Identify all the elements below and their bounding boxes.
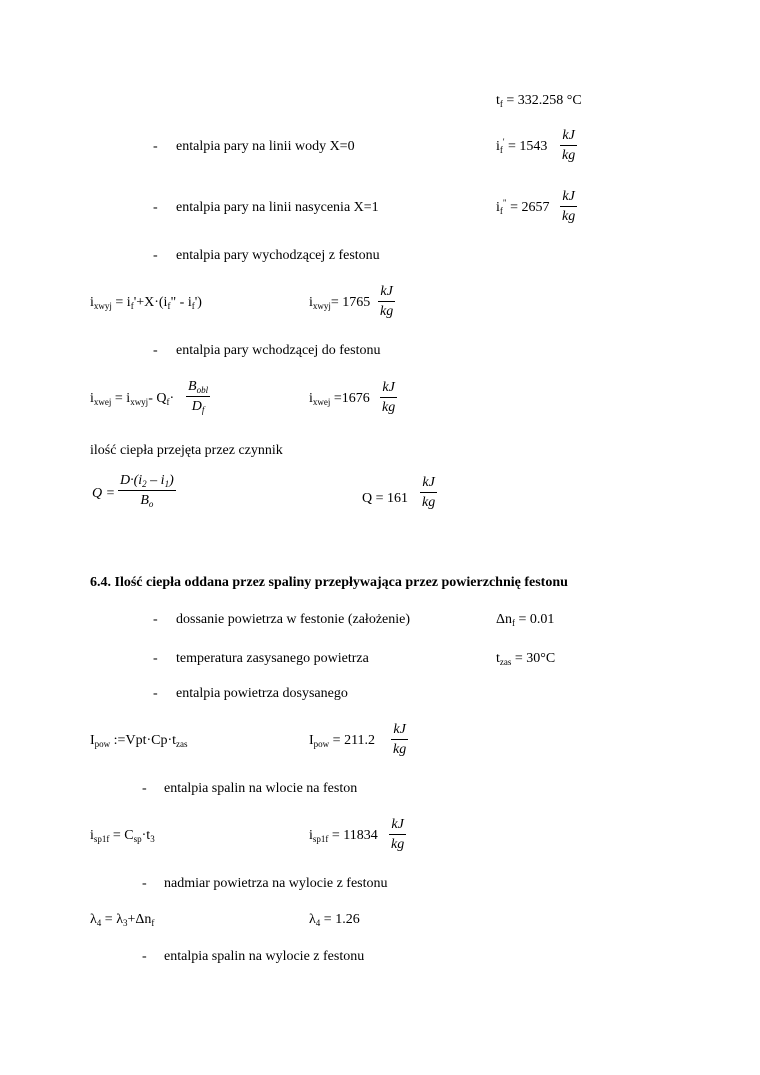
tf-value: [496, 94, 582, 108]
value-number: =1676: [330, 391, 370, 406]
formula-part: '+X·(i: [133, 295, 168, 310]
bullet-dash: -: [153, 686, 158, 701]
dn-value: [496, 613, 554, 627]
unit-den: kg: [382, 400, 396, 415]
ixwej-value: [309, 392, 370, 406]
formula-sub: f: [166, 397, 170, 407]
value-sub: f: [512, 618, 516, 628]
if1-number: = 1543: [504, 139, 548, 154]
formula-sub: sp: [133, 834, 142, 844]
value-sub: 4: [315, 918, 321, 928]
q-fraction: [118, 474, 176, 508]
if1-sup: ': [502, 137, 505, 147]
formula-part: = λ: [101, 912, 123, 927]
formula-part: " - i: [170, 295, 192, 310]
formula-sub: f: [151, 918, 155, 928]
bullet-water-line-enthalpy: entalpia pary na linii wody X=0: [176, 139, 355, 154]
formula-part: i: [90, 295, 94, 310]
if2-sup: ": [502, 198, 507, 208]
formula-part: - Q: [148, 391, 167, 406]
q-heading: ilość ciepła przejęta przez czynnik: [90, 443, 283, 458]
formula-sub: sp1f: [93, 834, 110, 844]
formula-part: '): [194, 295, 202, 310]
if1-value: [496, 137, 548, 155]
ipow-value: [309, 734, 375, 748]
unit-num: kJ: [560, 129, 576, 146]
formula-part: i: [90, 391, 94, 406]
value-number: = 1765: [330, 295, 371, 310]
formula-sub: xwyj: [130, 397, 149, 407]
formula-sub: 4: [96, 918, 102, 928]
formula-part: +Δn: [127, 912, 152, 927]
value-symbol: i: [309, 391, 313, 406]
unit-num: kJ: [420, 476, 436, 493]
unit-num: kJ: [391, 723, 407, 740]
q-den: [138, 491, 155, 508]
q-lhs: Q =: [92, 486, 116, 501]
unit-fraction: [378, 285, 395, 319]
formula-sub: xwej: [93, 397, 112, 407]
unit-fraction: [560, 129, 577, 163]
unit-fraction: [389, 818, 406, 852]
bullet-dash: -: [153, 612, 158, 627]
if2-number: = 2657: [506, 200, 550, 215]
value-symbol: i: [309, 828, 313, 843]
bullet-dash: -: [153, 343, 158, 358]
value-symbol: I: [309, 733, 314, 748]
bullet-air-leakage: dossanie powietrza w festonie (założenie): [176, 612, 411, 627]
bullet-dash: -: [153, 200, 158, 215]
tf-number: = 332.258 °C: [502, 93, 582, 108]
ipow-formula: [90, 734, 188, 748]
formula-part: I: [90, 733, 95, 748]
value-symbol: i: [309, 295, 313, 310]
q-den-sub: o: [148, 499, 154, 509]
unit-den: kg: [562, 209, 576, 224]
value-number: = 30°C: [511, 651, 556, 666]
bobl-num-sub: obl: [196, 385, 209, 395]
formula-part: = i: [111, 391, 131, 406]
q-num-part: ): [169, 473, 174, 488]
unit-fraction: [380, 381, 397, 415]
lambda-value: [309, 913, 360, 927]
value-sub: zas: [499, 657, 512, 667]
bullet-incoming-steam-enthalpy: entalpia pary wchodzącej do festonu: [176, 343, 381, 358]
unit-fraction: [420, 476, 437, 510]
formula-part: i: [90, 828, 94, 843]
tzas-value: [496, 652, 555, 666]
bobl-den: [190, 397, 207, 414]
tf-symbol: t: [496, 93, 500, 108]
value-symbol: λ: [309, 912, 316, 927]
q-num-sub: 1: [164, 479, 170, 489]
section-title: 6.4. Ilość ciepła oddana przez spaliny przepływająca przez powierzchnię festonu: [90, 575, 568, 590]
formula-part: = C: [109, 828, 134, 843]
value-sub: sp1f: [312, 834, 329, 844]
bullet-air-temperature: temperatura zasysanego powietrza: [176, 651, 369, 666]
formula-sub: f: [191, 301, 195, 311]
if2-sub: f: [499, 206, 503, 216]
q-num-part: D·(i: [120, 473, 143, 488]
unit-num: kJ: [378, 285, 394, 302]
isp-value: [309, 829, 378, 843]
bullet-excess-air: nadmiar powietrza na wylocie z festonu: [164, 876, 388, 891]
unit-num: kJ: [389, 818, 405, 835]
isp-formula: [90, 829, 155, 843]
value-symbol: Δn: [496, 612, 513, 627]
formula-part: ·: [169, 391, 175, 406]
unit-fraction: [391, 723, 408, 757]
value-number: = 211.2: [329, 733, 376, 748]
bobl-num: [186, 380, 210, 397]
tf-sub: f: [499, 99, 503, 109]
lambda-formula: [90, 913, 154, 927]
formula-sub: 3: [122, 918, 128, 928]
value-sub: pow: [313, 739, 330, 749]
unit-den: kg: [391, 837, 405, 852]
formula-part: λ: [90, 912, 97, 927]
value-number: = 11834: [328, 828, 378, 843]
bullet-dash: -: [142, 781, 147, 796]
bobl-den-sub: f: [201, 405, 205, 415]
unit-num: kJ: [560, 190, 576, 207]
bobl-num-symbol: B: [188, 379, 197, 394]
unit-den: kg: [380, 304, 394, 319]
ixwej-formula: [90, 392, 174, 406]
if1-sub: f: [499, 145, 503, 155]
value-number: = 0.01: [515, 612, 555, 627]
bullet-dash: -: [142, 876, 147, 891]
bullet-saturation-line-enthalpy: entalpia pary na linii nasycenia X=1: [176, 200, 379, 215]
if2-symbol: i: [496, 200, 500, 215]
formula-part: ·t: [141, 828, 151, 843]
formula-sub: f: [167, 301, 171, 311]
value-sub: xwyj: [312, 301, 331, 311]
ixwyj-formula: [90, 296, 202, 310]
bullet-dash: -: [153, 248, 158, 263]
formula-sub: 3: [150, 834, 155, 844]
bullet-outgoing-steam-enthalpy: entalpia pary wychodzącej z festonu: [176, 248, 380, 263]
value-number: = 1.26: [320, 912, 360, 927]
formula-sub: f: [130, 301, 134, 311]
unit-den: kg: [422, 495, 436, 510]
value-sub: xwej: [312, 397, 331, 407]
bobl-fraction: [186, 380, 210, 414]
formula-sub: xwyj: [93, 301, 112, 311]
ixwyj-value: [309, 296, 370, 310]
unit-num: kJ: [380, 381, 396, 398]
q-value: Q = 161: [362, 491, 409, 506]
bullet-flue-gas-outlet-enthalpy: entalpia spalin na wylocie z festonu: [164, 949, 365, 964]
unit-den: kg: [393, 742, 407, 757]
q-num-part: – i: [146, 473, 165, 488]
q-den-symbol: B: [140, 493, 149, 508]
bullet-flue-gas-inlet-enthalpy: entalpia spalin na wlocie na feston: [164, 781, 358, 796]
q-num-sub: 2: [142, 479, 147, 489]
if1-symbol: i: [496, 139, 500, 154]
formula-sub: pow: [94, 739, 111, 749]
q-num: [118, 474, 176, 491]
unit-den: kg: [562, 148, 576, 163]
bullet-dash: -: [153, 651, 158, 666]
if2-value: [496, 198, 550, 216]
bullet-dash: -: [153, 139, 158, 154]
bullet-dash: -: [142, 949, 147, 964]
formula-sub: zas: [176, 739, 188, 749]
formula-part: :=Vpt·Cp·t: [110, 733, 177, 748]
bobl-den-symbol: D: [191, 399, 202, 414]
value-symbol: t: [496, 651, 500, 666]
bullet-air-enthalpy: entalpia powietrza dosysanego: [176, 686, 348, 701]
unit-fraction: [560, 190, 577, 224]
formula-part: = i: [111, 295, 131, 310]
